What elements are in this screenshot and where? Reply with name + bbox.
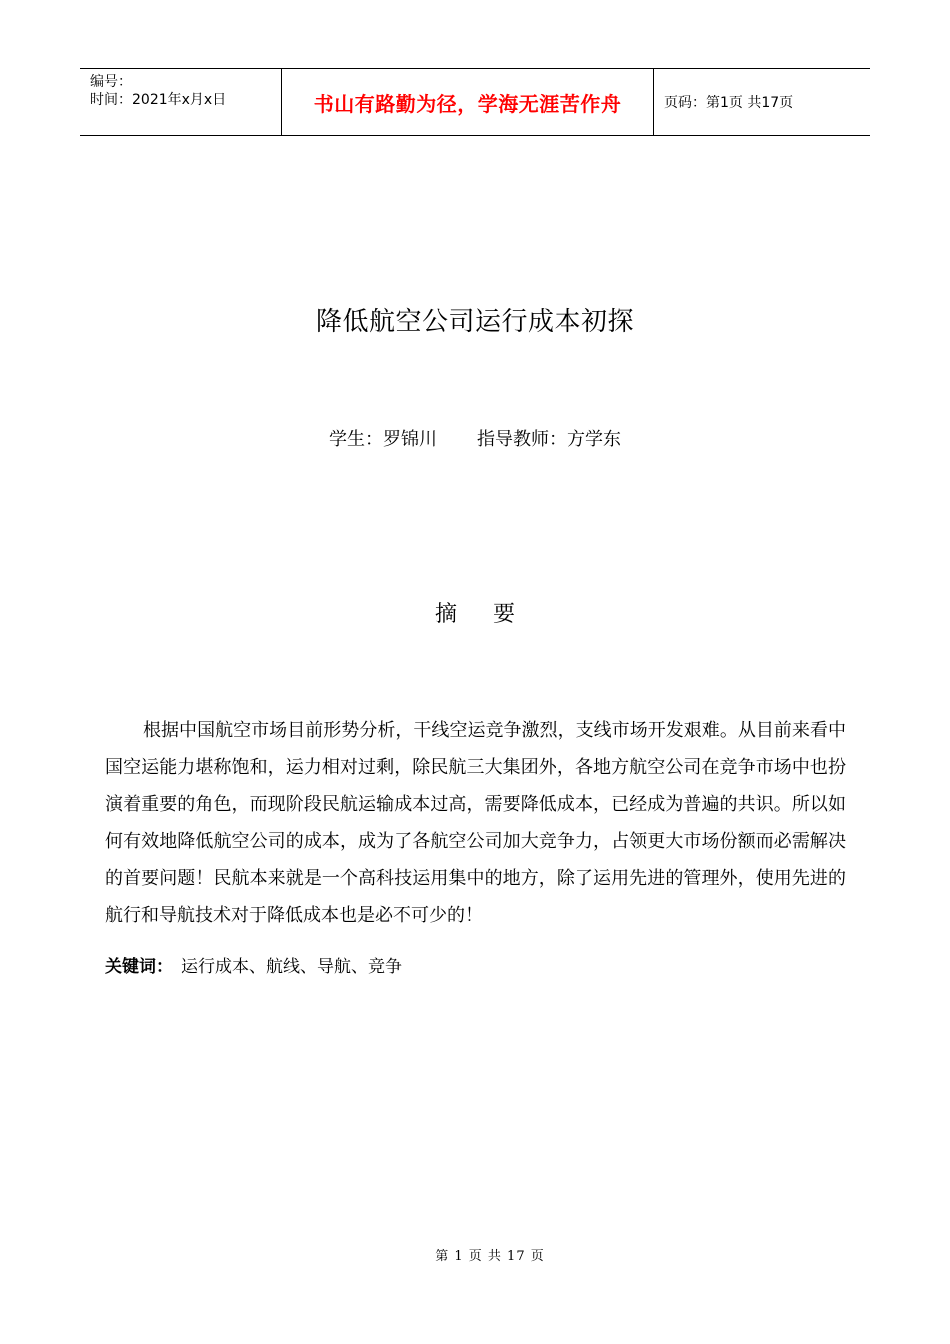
keywords-line [105,952,846,982]
motto-text: 书山有路勤为径，学海无涯苦作舟 [313,91,622,116]
keywords-text: 运行成本、航线、导航、竞争 [181,957,402,977]
document-title: 降低航空公司运行成本初探 [315,307,634,337]
keywords-label: 关键词： [105,957,173,977]
page-footer: 第 1 页 共 17 页 [435,1249,545,1264]
header-page-info: 页码：第1页 共17页 [664,95,794,111]
document-header [80,68,870,136]
advisor-name: 指导教师：方学东 [477,429,621,450]
header-motto-cell [282,69,654,135]
header-page-cell [654,69,870,135]
header-meta-cell [80,69,282,135]
date-label: 时间：2021年x月x日 [90,92,227,108]
serial-number-label: 编号： [90,74,132,90]
abstract-heading: 摘要 [434,602,551,627]
student-name: 学生：罗锦川 [329,429,437,450]
author-line [0,427,950,453]
abstract-paragraph: 根据中国航空市场目前形势分析，干线空运竞争激烈，支线市场开发艰难。从目前来看中国空运能力堪称饱和，运力相对过剩，除民航三大集团外，各地方航空公司在竞争市场中也扮演着重要的角色，而现阶段民航运输成本过高，需要降低成本，已经成为普遍的共识。所以如何有效地降低航空公司的成本，成为了各航空公司加大竞争力，占领更大市场份额而必需解决的首要问题！民航本来就是一个高科技运用集中的地方，除了运用先进的管理外，使用先进的航行和导航技术对于降低成本也是必不可少的！ [105,720,846,926]
